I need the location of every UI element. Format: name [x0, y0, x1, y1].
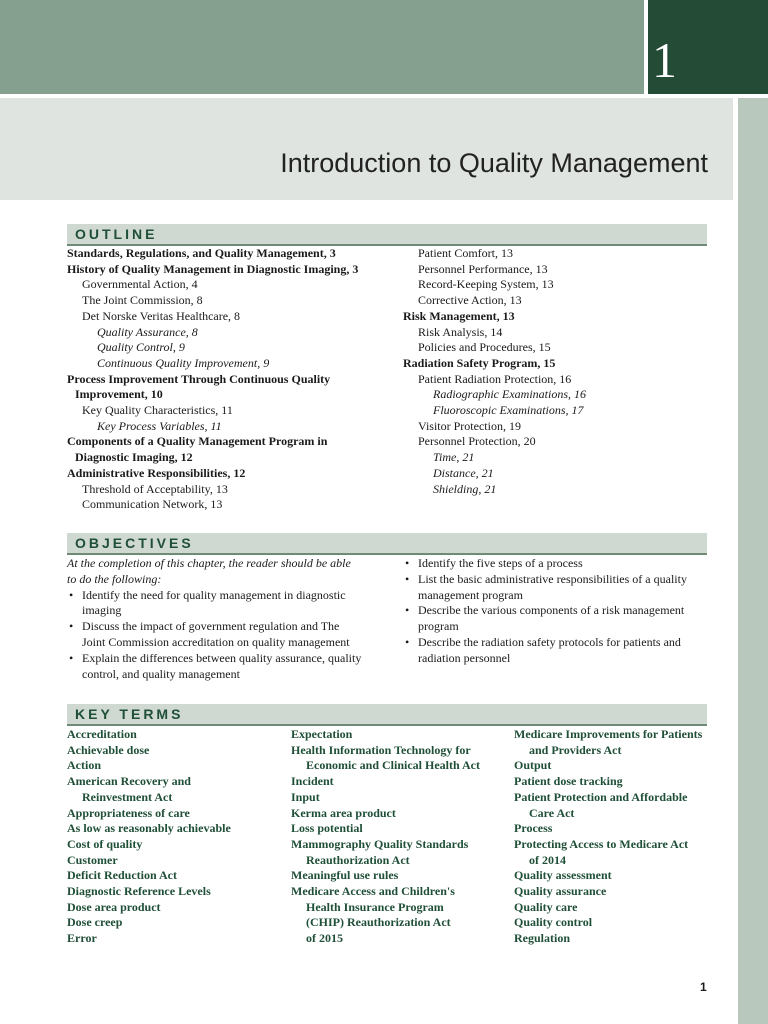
- outline-entry: Policies and Procedures, 15: [418, 340, 551, 355]
- outline-entry: Visitor Protection, 19: [418, 418, 521, 433]
- key-term: [67, 806, 231, 822]
- objective-line: management program: [418, 587, 523, 602]
- objective-line: imaging: [82, 603, 122, 618]
- key-term: [514, 915, 702, 931]
- key-term-line: Error: [67, 931, 97, 946]
- key-term: [514, 821, 702, 837]
- key-terms-heading: KEY TERMS: [75, 706, 184, 722]
- outline-right-column: [403, 246, 586, 497]
- key-term-line: Accreditation: [67, 727, 137, 741]
- page-number: 1: [700, 980, 707, 994]
- key-term: [67, 821, 231, 837]
- outline-entry: Shielding, 21: [433, 481, 497, 496]
- objectives-heading-bar: [67, 533, 707, 555]
- outline-entry: Personnel Performance, 13: [418, 261, 548, 276]
- key-term-line: and Providers Act: [529, 742, 622, 757]
- key-term-line: Dose creep: [67, 915, 123, 930]
- key-term-line: Appropriateness of care: [67, 805, 190, 820]
- outline-entry: Threshold of Acceptability, 13: [82, 481, 228, 496]
- key-term-line: Reauthorization Act: [306, 852, 410, 867]
- key-term: [291, 727, 480, 743]
- key-term-line: Protecting Access to Medicare Act: [514, 836, 689, 851]
- objectives-intro-line: to do the following:: [67, 571, 162, 586]
- objective-line: • List the basic administrative responsibilities of a quality: [403, 572, 703, 588]
- key-term: [67, 915, 231, 931]
- outline-entry: Diagnostic Imaging, 12: [75, 450, 193, 465]
- objective-line: • Identify the five steps of a process: [403, 556, 703, 572]
- key-terms-column-3: [514, 727, 702, 947]
- key-term-line: Quality assurance: [514, 884, 607, 899]
- key-term: [291, 837, 480, 868]
- key-term: [514, 931, 702, 947]
- objective-item: [67, 651, 377, 683]
- outline-heading-bar: [67, 224, 707, 246]
- key-term-line: Quality control: [514, 915, 593, 930]
- key-term: [514, 758, 702, 774]
- outline-entry: Quality Control, 9: [97, 340, 185, 355]
- outline-entry: Time, 21: [433, 450, 475, 465]
- key-term-line: Quality care: [514, 899, 578, 914]
- outline-entry: Continuous Quality Improvement, 9: [97, 355, 270, 370]
- outline-entry: Key Quality Characteristics, 11: [82, 403, 233, 418]
- outline-entry: Radiographic Examinations, 16: [433, 387, 586, 402]
- outline-left-column: [67, 246, 358, 513]
- outline-entry: Governmental Action, 4: [82, 277, 198, 292]
- key-term: [291, 884, 480, 947]
- key-term: [291, 868, 480, 884]
- objective-line: program: [418, 619, 459, 634]
- objective-line: • Identify the need for quality management in diagnostic: [67, 588, 377, 604]
- outline-entry: Record-Keeping System, 13: [418, 277, 554, 292]
- key-term-line: Health Information Technology for: [291, 742, 471, 757]
- objective-item: [67, 619, 377, 651]
- outline-entry: Process Improvement Through Continuous Quality: [67, 371, 331, 386]
- objectives-left-column: [67, 556, 377, 682]
- objective-line: • Discuss the impact of government regulation and The: [67, 619, 377, 635]
- outline-entry: Distance, 21: [433, 465, 494, 480]
- outline-entry: Risk Analysis, 14: [418, 324, 503, 339]
- outline-entry: Radiation Safety Program, 15: [403, 355, 556, 370]
- key-term-line: Mammography Quality Standards: [291, 836, 469, 851]
- outline-entry: History of Quality Management in Diagnostic Imaging, 3: [67, 261, 359, 276]
- outline-entry: Patient Comfort, 13: [418, 246, 513, 260]
- key-term: [514, 900, 702, 916]
- objective-line: • Explain the differences between quality assurance, quality: [67, 651, 377, 667]
- key-term-line: Process: [514, 821, 553, 836]
- key-term: [67, 853, 231, 869]
- chapter-number: 1: [652, 32, 677, 88]
- key-term-line: Cost of quality: [67, 836, 143, 851]
- key-term-line: Meaningful use rules: [291, 868, 399, 883]
- key-term-line: Regulation: [514, 931, 571, 946]
- objective-line: radiation personnel: [418, 650, 511, 665]
- key-term-line: Care Act: [529, 805, 575, 820]
- key-terms-column-1: [67, 727, 231, 947]
- key-term: [67, 868, 231, 884]
- key-term-line: of 2014: [529, 852, 566, 867]
- key-term: [514, 790, 702, 821]
- outline-entry: Components of a Quality Management Program in: [67, 434, 328, 449]
- key-term-line: Economic and Clinical Health Act: [306, 758, 480, 773]
- key-term: [67, 837, 231, 853]
- outline-entry: Risk Management, 13: [403, 308, 515, 323]
- outline-entry: Standards, Regulations, and Quality Management, 3: [67, 246, 336, 260]
- outline-entry: Improvement, 10: [75, 387, 163, 402]
- key-term: [67, 774, 231, 805]
- chapter-title: Introduction to Quality Management: [280, 148, 708, 178]
- key-term-line: Customer: [67, 852, 118, 867]
- outline-entry: Quality Assurance, 8: [97, 324, 198, 339]
- key-term-line: Patient Protection and Affordable: [514, 789, 688, 804]
- header-band: [0, 0, 644, 94]
- key-term-line: Health Insurance Program: [306, 899, 444, 914]
- objectives-heading: OBJECTIVES: [75, 535, 194, 551]
- outline-entry: Communication Network, 13: [82, 497, 223, 512]
- key-term-line: Deficit Reduction Act: [67, 868, 177, 883]
- key-term-line: Kerma area product: [291, 805, 396, 820]
- key-term-line: Diagnostic Reference Levels: [67, 884, 211, 899]
- key-term: [514, 884, 702, 900]
- objectives-intro-line: At the completion of this chapter, the reader should be able: [67, 556, 351, 570]
- key-term: [291, 806, 480, 822]
- key-term: [514, 837, 702, 868]
- key-term: [67, 743, 231, 759]
- key-term-line: Quality assessment: [514, 868, 612, 883]
- key-term-line: Reinvestment Act: [82, 789, 173, 804]
- outline-entry: Administrative Responsibilities, 12: [67, 465, 246, 480]
- objective-item: [403, 572, 703, 604]
- key-term-line: Loss potential: [291, 821, 363, 836]
- key-term-line: American Recovery and: [67, 774, 191, 789]
- outline-entry: The Joint Commission, 8: [82, 293, 203, 308]
- objective-line: • Describe the radiation safety protocols for patients and: [403, 635, 703, 651]
- outline-entry: Patient Radiation Protection, 16: [418, 371, 572, 386]
- objective-line: control, and quality management: [82, 666, 240, 681]
- key-term-line: Medicare Access and Children's: [291, 884, 455, 899]
- key-term-line: Achievable dose: [67, 742, 150, 757]
- key-term: [291, 790, 480, 806]
- key-terms-column-2: [291, 727, 480, 947]
- objective-item: [403, 603, 703, 635]
- outline-entry: Fluoroscopic Examinations, 17: [433, 403, 584, 418]
- key-term-line: Medicare Improvements for Patients: [514, 727, 703, 741]
- key-term: [67, 727, 231, 743]
- key-term-line: (CHIP) Reauthorization Act: [306, 915, 451, 930]
- key-term: [514, 868, 702, 884]
- outline-entry: Key Process Variables, 11: [97, 418, 222, 433]
- objectives-right-column: [403, 556, 703, 667]
- outline-entry: Det Norske Veritas Healthcare, 8: [82, 308, 241, 323]
- key-term: [67, 900, 231, 916]
- key-term: [514, 727, 702, 758]
- key-term: [514, 774, 702, 790]
- objective-item: [403, 635, 703, 667]
- objective-item: [67, 588, 377, 620]
- key-term: [291, 743, 480, 774]
- key-term: [291, 774, 480, 790]
- key-term-line: of 2015: [306, 931, 343, 946]
- objective-line: • Describe the various components of a risk management: [403, 603, 703, 619]
- key-term-line: Output: [514, 758, 552, 773]
- right-margin-strip: [738, 98, 768, 1024]
- key-term: [67, 931, 231, 947]
- key-term-line: Patient dose tracking: [514, 774, 623, 789]
- key-term-line: Input: [291, 789, 320, 804]
- key-term-line: Action: [67, 758, 101, 773]
- key-term-line: As low as reasonably achievable: [67, 821, 231, 836]
- outline-entry: Corrective Action, 13: [418, 293, 522, 308]
- key-term: [67, 758, 231, 774]
- key-term: [291, 821, 480, 837]
- key-term-line: Dose area product: [67, 899, 161, 914]
- objective-line: Joint Commission accreditation on quality management: [82, 634, 350, 649]
- key-term-line: Incident: [291, 774, 334, 789]
- key-terms-heading-bar: [67, 704, 707, 726]
- key-term: [67, 884, 231, 900]
- outline-heading: OUTLINE: [75, 226, 158, 242]
- objective-item: [403, 556, 703, 572]
- outline-entry: Personnel Protection, 20: [418, 434, 536, 449]
- key-term-line: Expectation: [291, 727, 353, 741]
